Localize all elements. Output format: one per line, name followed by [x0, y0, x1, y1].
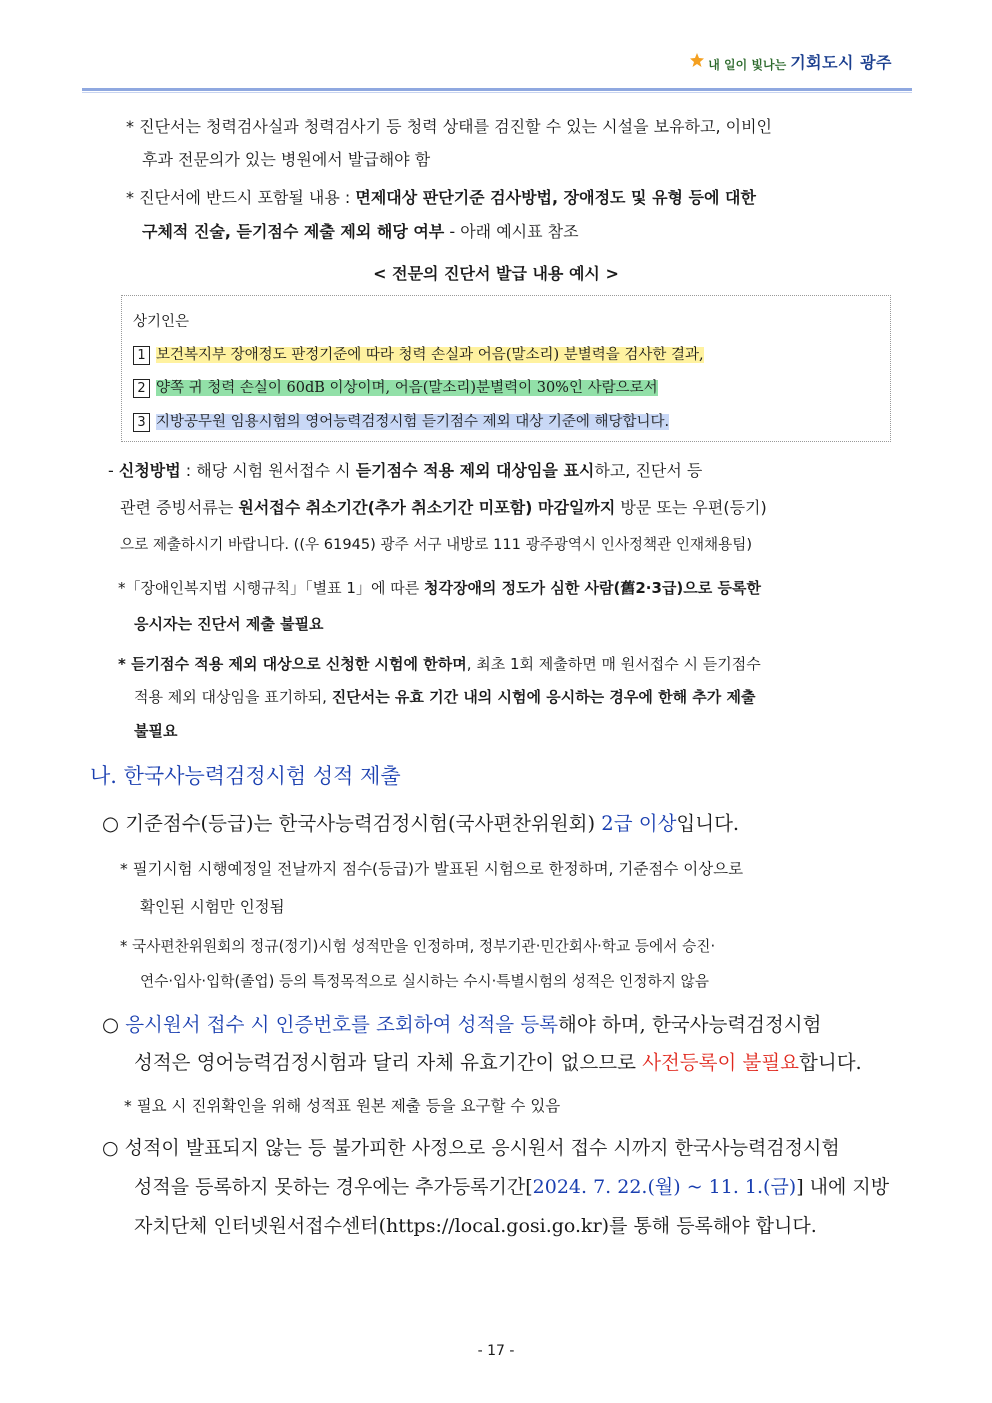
example-item-3	[133, 410, 669, 432]
apply-text: : 해당 시험 원서접수 시	[180, 461, 356, 480]
note2-prefix: * 진단서에 반드시 포함될 내용 :	[126, 188, 356, 207]
bullet3-line2	[134, 1172, 889, 1199]
header-brand	[690, 50, 892, 73]
bullet-text: ] 내에 지방	[796, 1176, 890, 1198]
apply-note1-line2: 응시자는 진단서 제출 불필요	[134, 615, 324, 633]
apply-dash: -	[108, 461, 119, 480]
bullet-text: ○ 기준점수(등급)는 한국사능력검정시험(국사편찬위원회)	[102, 812, 602, 835]
item-number: 2	[133, 379, 150, 398]
bullet-text: 입니다.	[676, 812, 740, 835]
note-bold: * 듣기점수 적용 제외 대상으로 신청한 시험에 한하며	[118, 655, 467, 673]
apply-line1	[108, 454, 702, 488]
brand-slogan: 내 일이 빛나는	[708, 58, 787, 72]
note-bold: 청각장애의 정도가 심한 사람(舊2·3급)으로 등록한	[423, 579, 761, 597]
apply-line3: 으로 제출하시기 바랍니다. ((우 61945) 광주 서구 내방로 111 광주광역시 인사정책관 인재채용팀)	[120, 536, 753, 553]
apply-note2-line1	[118, 647, 761, 681]
note2-bold2: 구체적 진술, 듣기점수 제출 제외 해당 여부	[142, 222, 445, 241]
bullet1	[102, 808, 739, 836]
item-text: 보건복지부 장애정도 판정기준에 따라 청력 손실과 어음(말소리) 분별력을 검사한 결과,	[156, 347, 704, 363]
bullet2-line1	[102, 1009, 821, 1037]
bullet1-note1-line1: * 필기시험 시행예정일 전날까지 점수(등급)가 발표된 시험으로 한정하며, 기준점수 이상으로	[120, 860, 744, 878]
apply-note1-line1	[118, 571, 761, 605]
bullet2-line2	[134, 1047, 862, 1075]
bullet2-note: * 필요 시 진위확인을 위해 성적표 원본 제출 등을 요구할 수 있음	[124, 1097, 561, 1115]
period-highlight: 2024. 7. 22.(월) ~ 11. 1.(금)	[532, 1176, 797, 1198]
note1-line2: 후과 전문의가 있는 병원에서 발급해야 함	[142, 150, 431, 169]
note2-suffix: - 아래 예시표 참조	[444, 222, 579, 241]
note-text: , 최초 1회 제출하면 매 원서접수 시 듣기점수	[466, 655, 761, 673]
note-bold: 진단서는 유효 기간 내의 시험에 응시하는 경우에 한해 추가 제출	[331, 688, 756, 706]
grade-highlight: 2급 이상	[601, 812, 677, 835]
bullet1-note2-line2: 연수·입사·입학(졸업) 등의 특정목적으로 실시하는 수시·특별시험의 성적은 인정하지 않음	[140, 973, 709, 990]
apply-bold: 듣기점수 적용 제외 대상임을 표시	[355, 461, 595, 480]
apply-line2	[120, 491, 767, 525]
example-item-1	[133, 343, 704, 365]
apply-bold: 원서접수 취소기간(추가 취소기간 미포함) 마감일까지	[238, 498, 616, 517]
star-icon	[690, 53, 704, 67]
item-text: 지방공무원 임용시험의 영어능력검정시험 듣기점수 제외 대상 기준에 해당합니다.	[156, 414, 670, 430]
apply-label: 신청방법	[118, 461, 181, 480]
apply-note2-line2	[134, 680, 755, 714]
note2-line1	[126, 181, 756, 215]
item-number: 3	[133, 413, 150, 432]
example-intro: 상기인은	[133, 314, 190, 330]
bullet1-note2-line1: * 국사편찬위원회의 정규(정기)시험 성적만을 인정하며, 정부기관·민간회사·학교 등에서 승진·	[120, 938, 716, 955]
bullet-text: 합니다.	[799, 1051, 862, 1074]
header-rule-thin	[82, 92, 912, 93]
apply-text: 하고, 진단서 등	[594, 461, 703, 480]
example-title: < 전문의 진단서 발급 내용 예시 >	[373, 264, 619, 283]
bullet3-line3: 자치단체 인터넷원서접수센터(https://local.gosi.go.kr)를 통해 등록해야 합니다.	[134, 1215, 817, 1237]
bullet-text: 해야 하며, 한국사능력검정시험	[558, 1013, 822, 1036]
bullet-text: 성적은 영어능력검정시험과 달리 자체 유효기간이 없으므로	[134, 1051, 643, 1074]
item-text: 양쪽 귀 청력 손실이 60dB 이상이며, 어음(말소리)분별력이 30%인 사람으로서	[156, 380, 658, 396]
bullet-text: ○	[102, 1013, 126, 1036]
bullet3-line1: ○ 성적이 발표되지 않는 등 불가피한 사정으로 응시원서 접수 시까지 한국사능력검정시험	[102, 1137, 840, 1159]
brand-name: 기회도시 광주	[790, 53, 892, 72]
section-title: 나. 한국사능력검정시험 성적 제출	[90, 764, 401, 788]
note2-bold1: 면제대상 판단기준 검사방법, 장애정도 및 유형 등에 대한	[355, 188, 756, 207]
register-highlight: 응시원서 접수 시 인증번호를 조회하여 성적을 등록	[125, 1013, 558, 1036]
note1-line1: * 진단서는 청력검사실과 청력검사기 등 청력 상태를 검진할 수 있는 시설을 보유하고, 이비인	[126, 117, 772, 136]
apply-text: 방문 또는 우편(등기)	[615, 498, 767, 517]
bullet1-note1-line2: 확인된 시험만 인정됨	[140, 898, 285, 916]
apply-note2-line3: 불필요	[134, 722, 178, 740]
apply-text: 관련 증빙서류는	[120, 498, 239, 517]
item-number: 1	[133, 346, 150, 365]
note2-line2	[142, 215, 579, 249]
note-text: 적용 제외 대상임을 표기하되,	[134, 688, 332, 706]
no-preregister-highlight: 사전등록이 불필요	[642, 1051, 800, 1074]
note-text: *「장애인복지법 시행규칙」「별표 1」에 따른	[118, 579, 424, 597]
bullet-text: 성적을 등록하지 못하는 경우에는 추가등록기간[	[134, 1176, 533, 1198]
page-number: - 17 -	[477, 1343, 515, 1359]
example-item-2	[133, 376, 658, 398]
header-rule	[82, 88, 912, 91]
